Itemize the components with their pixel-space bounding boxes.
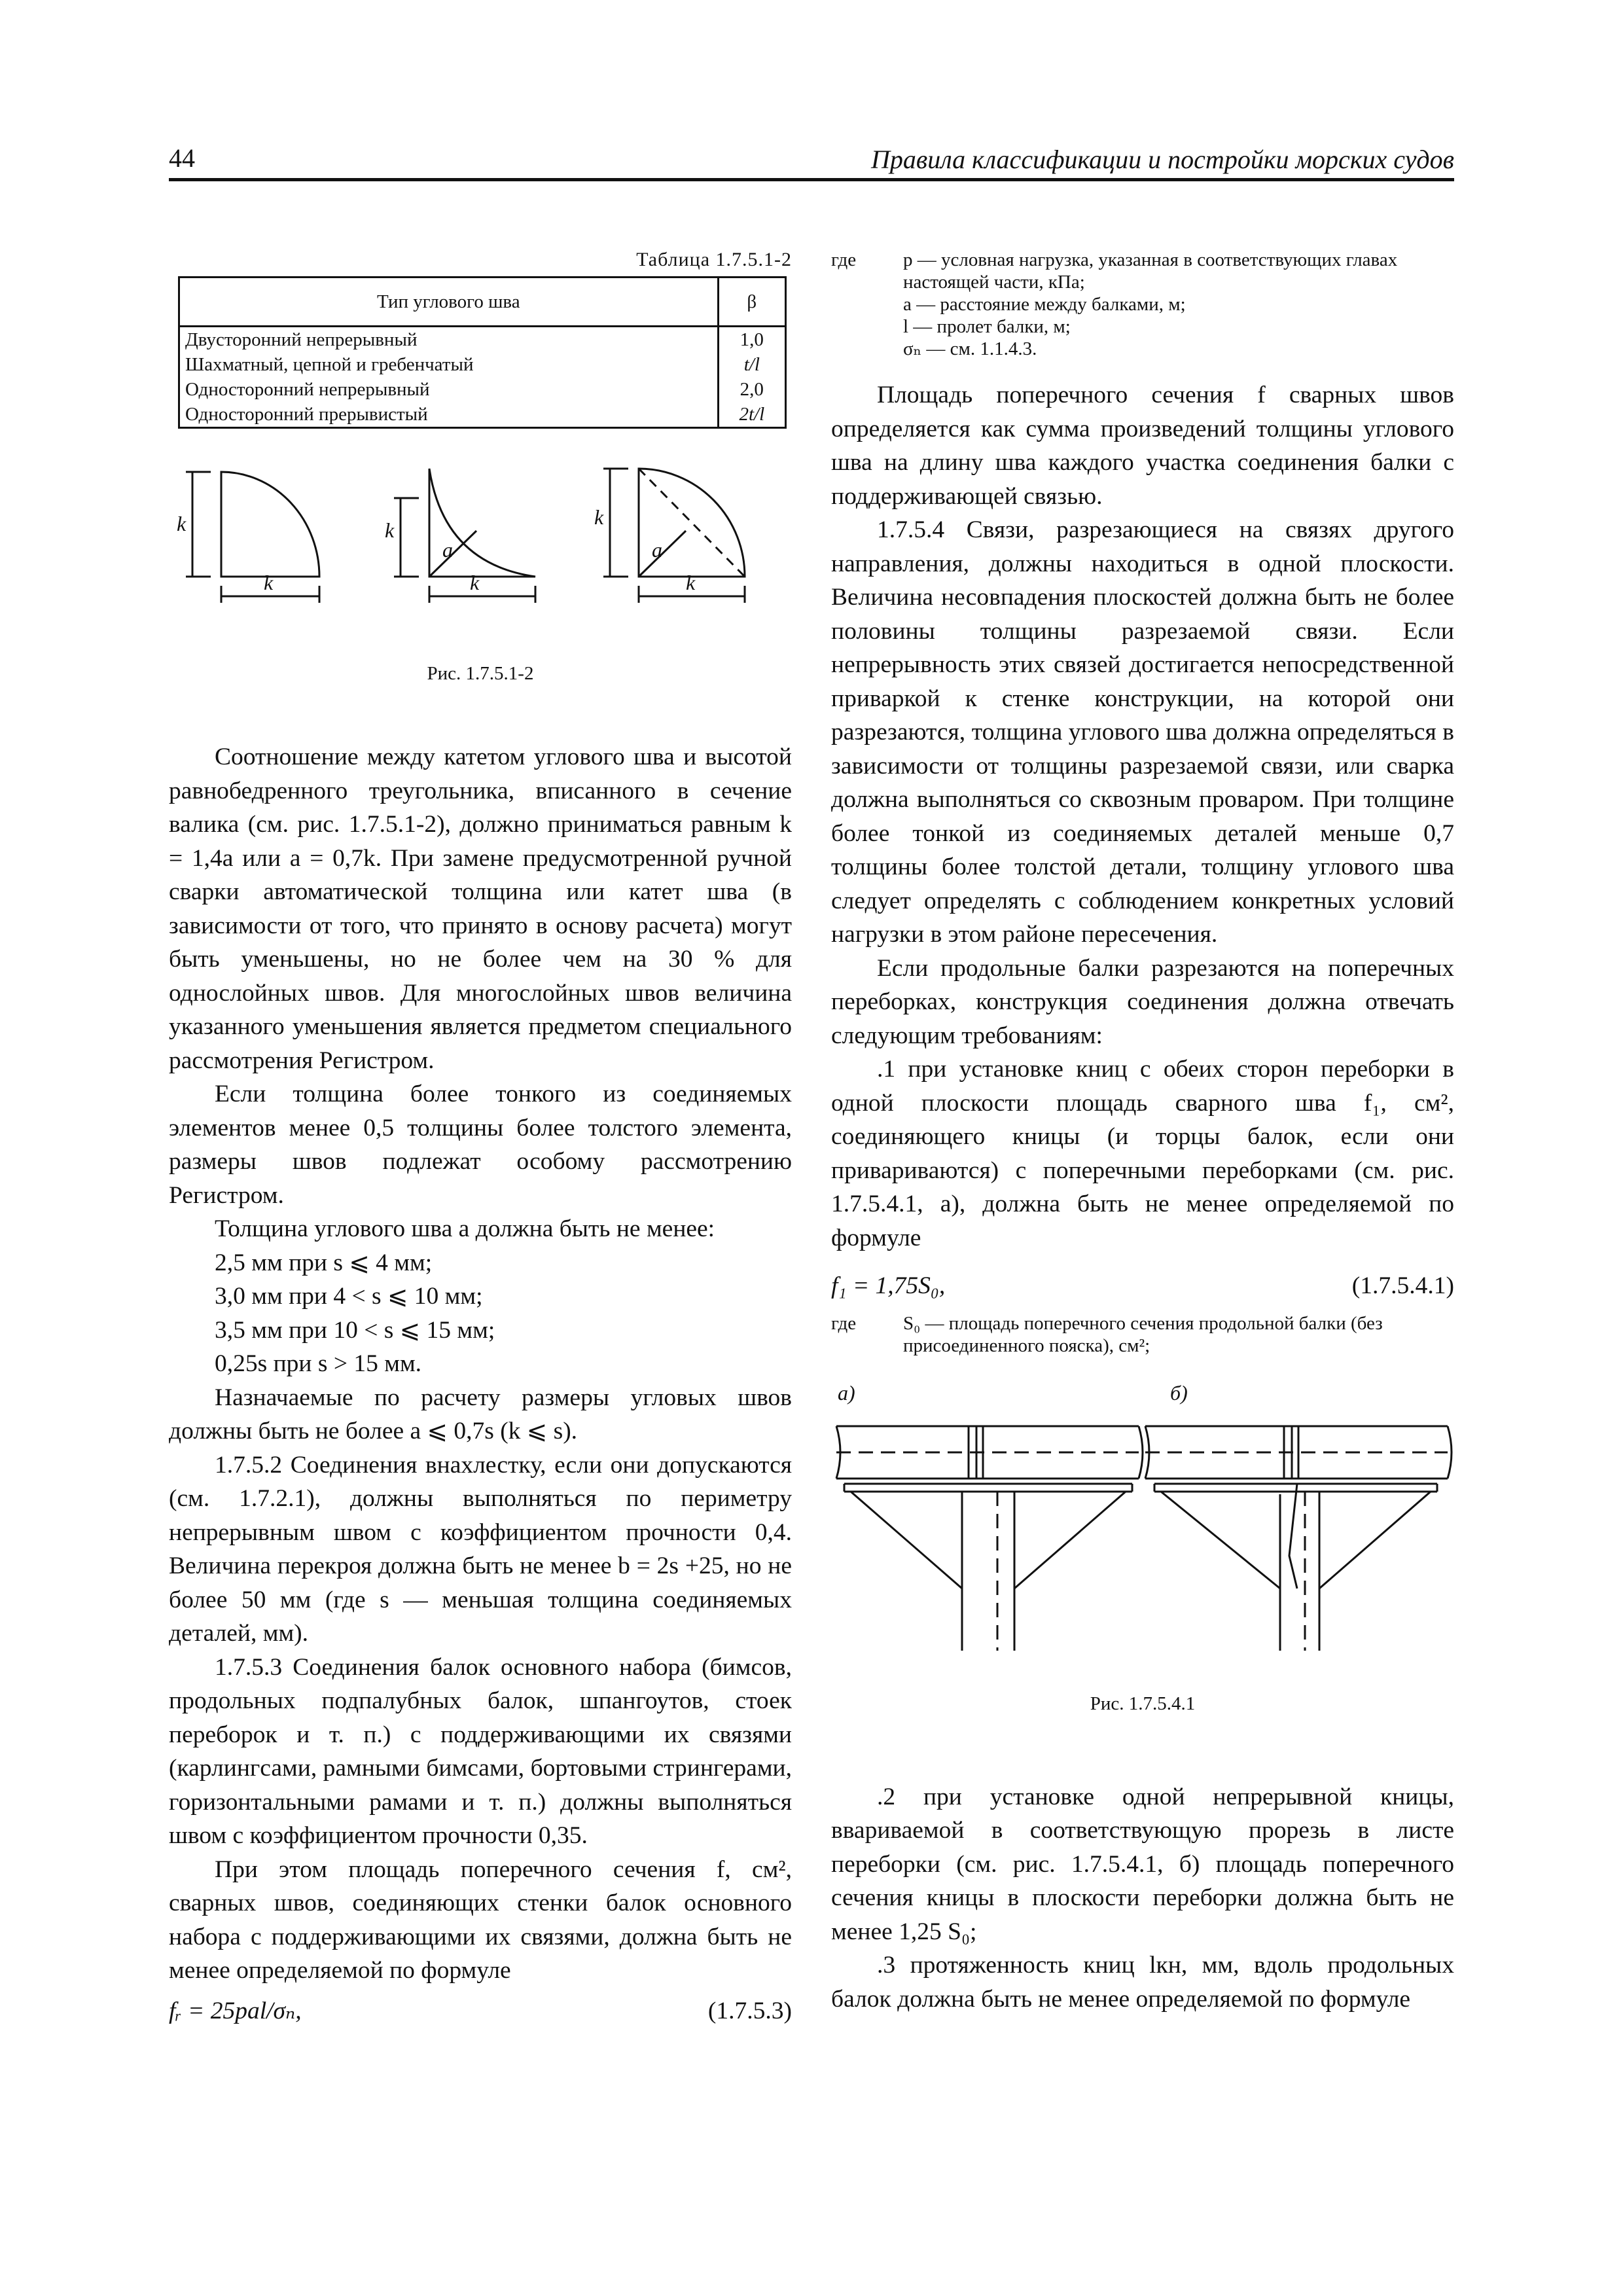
paragraph: 1.7.5.4 Связи, разрезающиеся на связях другого направления, должны находиться в одной плоскости. Величина несовпадения плоскостей должна быть не более половины толщины разрезаемой связи. Если непрерывность этих связей достигается непосредственной приваркой к стенке конструкции, на которой они разрезаются, толщина углового шва должна определяться в зависимости от толщины разрезаемой связи, или сварка должна выполняться со сквозным проваром. При толщине более тонкой из соединяемых деталей меньше 0,7 толщины более толстой детали, толщину углового шва следует определять с соблюдением конкретных условий нагрузки в этом районе пересечения. bbox=[831, 516, 1454, 948]
fillet-weld-figure bbox=[169, 459, 792, 655]
paragraph: .2 при установке одной непрерывной кницы, ввариваемой в соответствующую прорезь в листе переборки (см. рис. 1.7.5.4.1, б) площадь поперечного сечения кницы в плоскости переборки должна быть не менее 1,25 S₀; bbox=[831, 1783, 1454, 1945]
k-label: k bbox=[264, 571, 274, 594]
label-a: а) bbox=[838, 1380, 855, 1405]
table-cell: Односторонний непрерывный bbox=[185, 379, 430, 400]
paragraph: Площадь поперечного сечения f сварных швов определяется как сумма произведений толщины углового шва на длину шва каждого участка соединения балки с поддерживающей связью. bbox=[831, 382, 1454, 510]
list-item: 3,5 мм при 10 < s ⩽ 15 мм; bbox=[215, 1316, 495, 1344]
figure-caption: Рис. 1.7.5.4.1 bbox=[1090, 1693, 1196, 1714]
page-number: 44 bbox=[169, 143, 195, 173]
where-word: где bbox=[831, 249, 857, 270]
list-item: 0,25s при s > 15 мм. bbox=[215, 1350, 422, 1377]
paragraph: Назначаемые по расчету размеры угловых швов должны быть не более a ⩽ 0,7s (k ⩽ s). bbox=[169, 1384, 792, 1444]
a-label: a bbox=[652, 538, 662, 562]
where-item: a — расстояние между балками, м; bbox=[903, 294, 1186, 315]
table-body bbox=[179, 327, 786, 428]
where-item: σₙ — см. 1.1.4.3. bbox=[903, 338, 1037, 359]
a-label: a bbox=[442, 538, 453, 562]
table-header-type: Тип углового шва bbox=[179, 278, 719, 327]
table-cell: 1,0 bbox=[740, 329, 764, 350]
formula-number: (1.7.5.4.1) bbox=[1351, 1272, 1454, 1299]
k-label: k bbox=[686, 571, 696, 594]
paragraph: .1 при установке книц с обеих сторон переборки в одной плоскости площадь сварного шва f₁, см², соединяющего кницы (и торцы балок, если они привариваются) с поперечными переборками (см. рис. 1.7.5.4.1, а), должна быть не менее определяемой по формуле bbox=[831, 1056, 1454, 1251]
paragraph: 1.7.5.2 Соединения внахлестку, если они допускаются (см. 1.7.2.1), должны выполняться по периметру непрерывным швом с коэффициентом прочности 0,4. Величина перекроя должна быть не менее b = 2s +25, но не более 50 мм (где s — меньшая толщина соединяемых деталей, мм). bbox=[169, 1451, 792, 1647]
weld-type-table bbox=[178, 276, 787, 429]
table-cell: t/l bbox=[743, 354, 760, 375]
paragraph: .3 протяженность книц lкн, мм, вдоль продольных балок должна быть не менее определяемой по формуле bbox=[831, 1952, 1454, 2013]
table-cell: Двусторонний непрерывный bbox=[185, 329, 418, 350]
paragraph: Если продольные балки разрезаются на поперечных переборках, конструкция соединения должна отвечать следующим требованиям: bbox=[831, 954, 1454, 1049]
formula: f₁ = 1,75S₀, bbox=[831, 1272, 946, 1299]
paragraph: 1.7.5.3 Соединения балок основного набора (бимсов, продольных подпалубных балок, шпангоутов, стоек переборок и т. п.) с поддерживающими их связями (карлингсами, рамными бимсами, бортовыми стрингерами, горизонтальными рамами и т. п.) должны выполняться швом с коэффициентом прочности 0,35. bbox=[169, 1653, 792, 1849]
k-label: k bbox=[177, 512, 187, 535]
where-block bbox=[831, 249, 1454, 360]
paragraph: Соотношение между катетом углового шва и высотой равнобедренного треугольника, вписанного в сечение валика (см. рис. 1.7.5.1-2), должно приниматься равным k = 1,4a или a = 0,7k. При замене предусмотренной ручной сварки автоматической толщина или катет шва (в зависимости от того, что принято в основу расчета) могут быть уменьшены, но не более чем на 30 % для однослойных швов. Для многослойных швов величина указанного уменьшения является предметом специального рассмотрения Регистром. bbox=[169, 744, 792, 1074]
table-cell: Шахматный, цепной и гребенчатый bbox=[185, 354, 474, 375]
left-column bbox=[169, 249, 792, 2028]
table-cell: 2t/l bbox=[739, 404, 765, 425]
paragraph: Толщина углового шва a должна быть не менее: bbox=[215, 1215, 715, 1242]
formula-number: (1.7.5.3) bbox=[707, 1997, 792, 2024]
where-word: где bbox=[831, 1312, 857, 1334]
header-rule bbox=[169, 178, 1454, 181]
running-title: Правила классификации и постройки морских судов bbox=[870, 145, 1454, 174]
table-caption: Таблица 1.7.5.1-2 bbox=[636, 249, 792, 270]
formula-17541 bbox=[831, 1269, 1454, 1303]
weld-shape-convex bbox=[177, 472, 319, 603]
weld-shape-concave bbox=[385, 469, 535, 603]
list-item: 3,0 мм при 4 < s ⩽ 10 мм; bbox=[215, 1283, 483, 1310]
list-item: 2,5 мм при s ⩽ 4 мм; bbox=[215, 1249, 433, 1276]
label-b: б) bbox=[1170, 1380, 1188, 1405]
formula-1753 bbox=[169, 1994, 792, 2028]
formula: fᵣ = 25pal/σₙ, bbox=[169, 1997, 302, 2024]
where-item: l — пролет балки, м; bbox=[903, 316, 1071, 337]
bracket-figure bbox=[831, 1379, 1454, 1693]
table-header-beta: β bbox=[718, 278, 785, 327]
k-label: k bbox=[594, 505, 604, 529]
paragraph: Если толщина более тонкого из соединяемых элементов менее 0,5 толщины более толстого элемента, размеры швов подлежат особому рассмотрению Регистром. bbox=[169, 1081, 792, 1209]
figure-caption: Рис. 1.7.5.1-2 bbox=[427, 663, 534, 684]
bracket-variant-a bbox=[836, 1426, 1143, 1651]
k-label: k bbox=[385, 518, 395, 542]
weld-shape-convex-triangle bbox=[594, 469, 745, 603]
table-cell: 2,0 bbox=[740, 379, 764, 400]
paragraph: При этом площадь поперечного сечения f, см², сварных швов, соединяющих стенки балок основного набора с поддерживающими их связями, должна быть не менее определяемой по формуле bbox=[169, 1856, 792, 1984]
k-label: k bbox=[470, 571, 480, 594]
where-item: p — условная нагрузка, указанная в соответствующих главах настоящей части, кПа; bbox=[903, 249, 1398, 293]
where-block bbox=[831, 1312, 1454, 1357]
bracket-variant-b bbox=[1145, 1426, 1452, 1651]
table-cell: Односторонний прерывистый bbox=[185, 404, 428, 425]
where-item: S₀ — площадь поперечного сечения продольной балки (без присоединенного пояска), см²; bbox=[903, 1312, 1383, 1356]
right-column bbox=[831, 249, 1454, 2016]
